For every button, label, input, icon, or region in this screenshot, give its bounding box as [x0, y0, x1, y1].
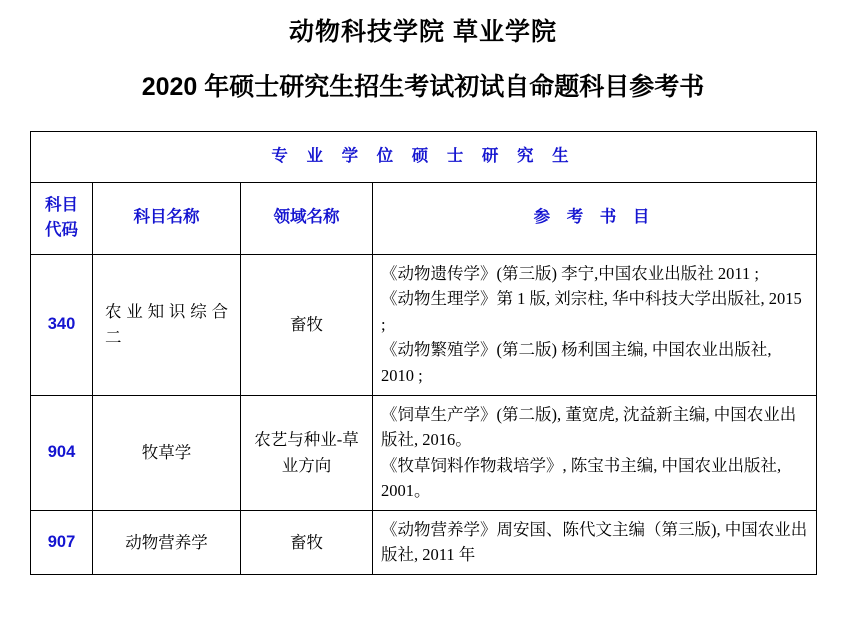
header-field: 领域名称 — [241, 182, 373, 254]
book-entry: 《动物遗传学》(第三版) 李宁,中国农业出版社 2011 ; — [381, 263, 759, 283]
row-subject: 农 业 知 识 综 合 二 — [93, 254, 241, 395]
row-books — [373, 395, 817, 510]
book-entry: 《动物营养学》周安国、陈代文主编（第三版), 中国农业出版社, 2011 年 — [381, 519, 808, 565]
row-subject: 动物营养学 — [93, 510, 241, 574]
reference-table — [30, 131, 817, 575]
row-subject: 牧草学 — [93, 395, 241, 510]
row-field: 畜牧 — [241, 510, 373, 574]
row-code: 904 — [31, 395, 93, 510]
header-code-line2: 代码 — [45, 221, 78, 240]
book-entry: 《动物繁殖学》(第二版) 杨利国主编, 中国农业出版社, 2010 ; — [381, 340, 772, 385]
header-books: 参 考 书 目 — [373, 182, 817, 254]
page-subtitle: 2020 年硕士研究生招生考试初试自命题科目参考书 — [141, 73, 705, 101]
table-banner-row — [31, 132, 817, 183]
book-entry: 《牧草饲料作物栽培学》, 陈宝书主编, 中国农业出版社, 2001。 — [381, 455, 782, 501]
document-page — [0, 12, 846, 640]
row-code: 907 — [31, 510, 93, 574]
row-books — [373, 510, 817, 574]
table-row — [31, 510, 817, 574]
table-row — [31, 254, 817, 395]
table-header-row — [31, 182, 817, 254]
page-title: 动物科技学院 草业学院 — [289, 18, 557, 46]
row-field: 畜牧 — [241, 254, 373, 395]
header-code-line1: 科目 — [45, 195, 78, 214]
table-banner: 专 业 学 位 硕 士 研 究 生 — [31, 132, 817, 183]
row-field: 农艺与种业-草业方向 — [241, 395, 373, 510]
reference-table-container — [30, 131, 816, 575]
row-books — [373, 254, 817, 395]
header-code — [31, 182, 93, 254]
book-entry: 《动物生理学》第 1 版, 刘宗柱, 华中科技大学出版社, 2015 ; — [381, 289, 802, 334]
row-code: 340 — [31, 254, 93, 395]
header-subject: 科目名称 — [93, 182, 241, 254]
book-entry: 《饲草生产学》(第二版), 董宽虎, 沈益新主编, 中国农业出版社, 2016。 — [381, 404, 797, 450]
table-row — [31, 395, 817, 510]
